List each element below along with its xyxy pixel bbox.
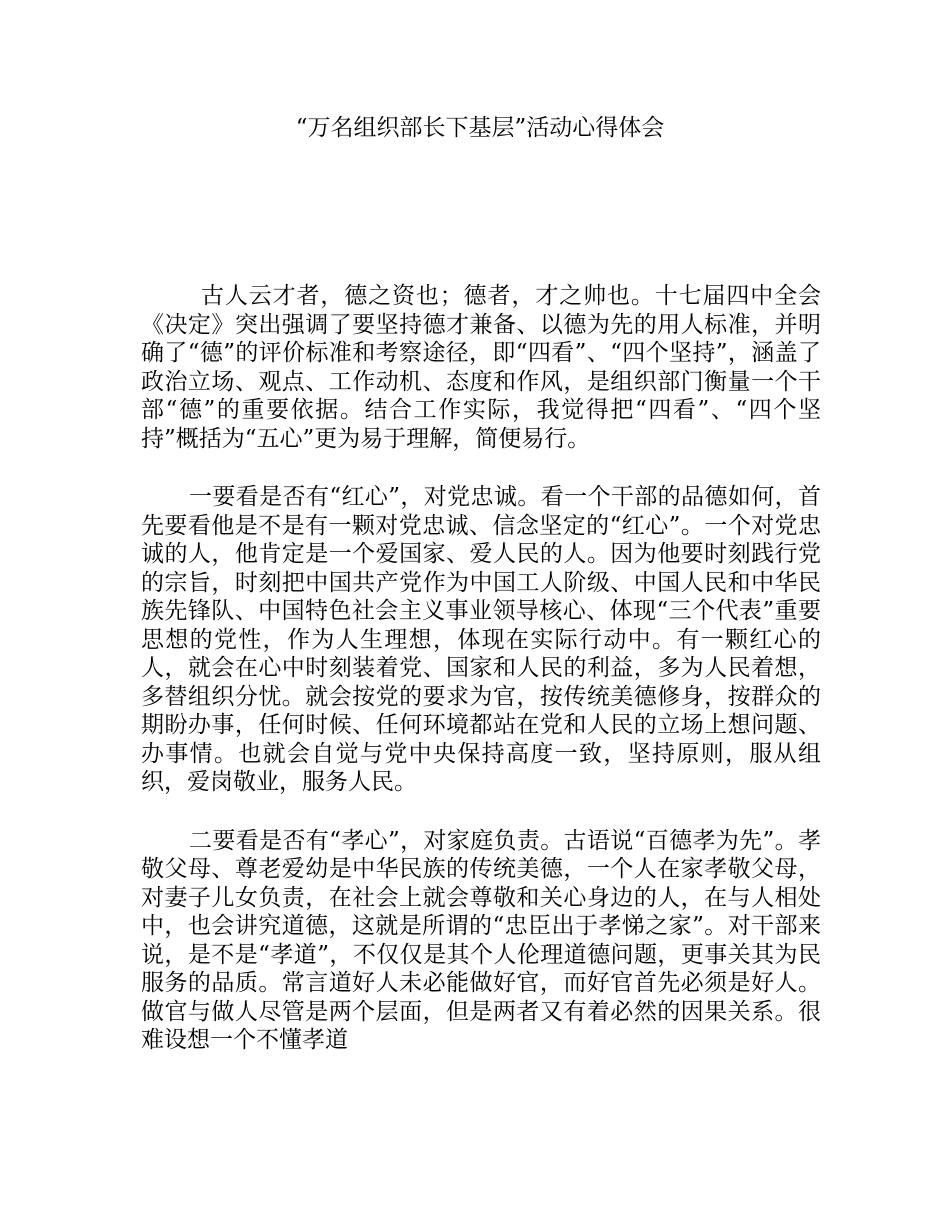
document-body — [141, 282, 821, 1055]
paragraph-intro: 古人云才者，德之资也；德者，才之帅也。十七届四中全会《决定》突出强调了要坚持德才兼备、以德为先的用人标准，并明确了“德”的评价标准和考察途径，即“四看”、“四个坚持”，涵盖了政治立场、观点、工作动机、态度和作风，是组织部门衡量一个干部“德”的重要依据。结合工作实际，我觉得把“四看”、“四个坚持”概括为“五心”更为易于理解，简便易行。 — [141, 283, 821, 452]
paragraph-filial-heart: 二要看是否有“孝心”，对家庭负责。古语说“百德孝为先”。孝敬父母、尊老爱幼是中华民族的传统美德，一个人在家孝敬父母，对妻子儿女负责，在社会上就会尊敬和关心身边的人，在与人相处中，也会讲究道德，这就是所谓的“忠臣出于孝悌之家”。对干部来说，是不是“孝道”，不仅仅是其个人伦理道德问题，更事关其为民服务的品质。常言道好人未必能做好官，而好官首先必须是好人。做官与做人尽管是两个层面，但是两者又有着必然的因果关系。很难设想一个不懂孝道 — [141, 827, 821, 1053]
paragraph-red-heart: 一要看是否有“红心”，对党忠诚。看一个干部的品德如何，首先要看他是不是有一颗对党忠诚、信念坚定的“红心”。一个对党忠诚的人，他肯定是一个爱国家、爱人民的人。因为他要时刻践行党的宗旨，时刻把中国共产党作为中国工人阶级、中国人民和中华民族先锋队、中国特色社会主义事业领导核心、体现“三个代表”重要思想的党性，作为人生理想，体现在实际行动中。有一颗红心的人，就会在心中时刻装着党、国家和人民的利益，多为人民着想，多替组织分忧。就会按党的要求为官，按传统美德修身，按群众的期盼办事，任何时候、任何环境都站在党和人民的立场上想问题、办事情。也就会自觉与党中央保持高度一致，坚持原则，服从组织，爱岗敬业，服务人民。 — [141, 484, 821, 795]
document-title: “万名组织部长下基层”活动心得体会 — [295, 115, 665, 141]
